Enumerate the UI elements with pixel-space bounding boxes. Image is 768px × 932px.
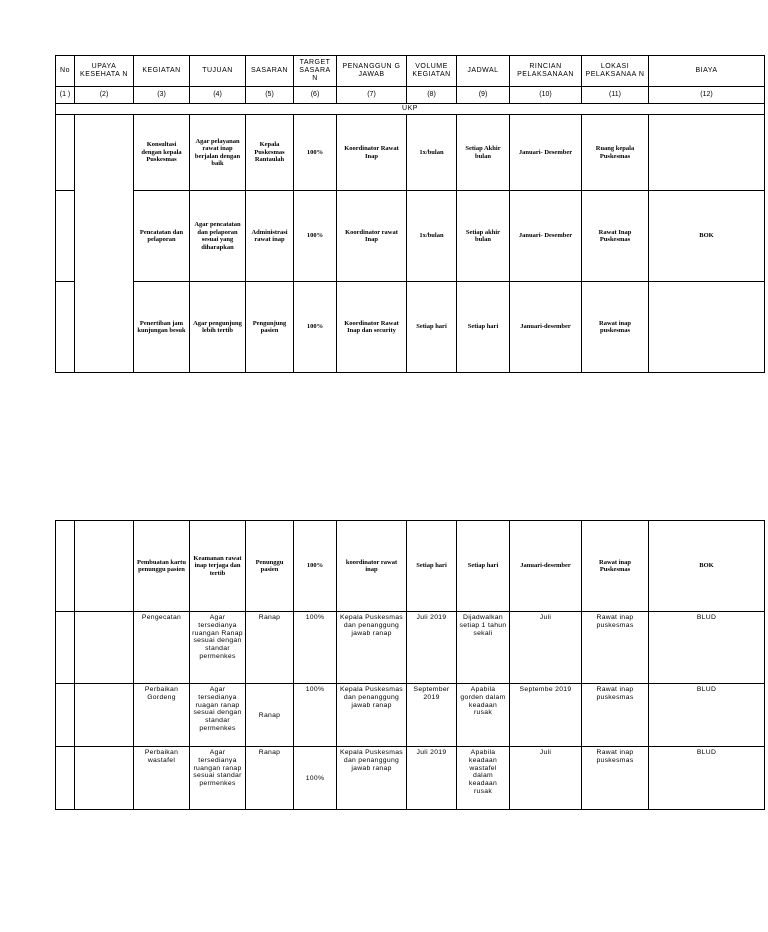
cell-volume: 1x/bulan <box>407 115 457 191</box>
cell-sasaran: Ranap <box>246 612 294 684</box>
cell-target: 100% <box>294 282 337 373</box>
header-volume: VOLUME KEGIATAN <box>407 56 457 87</box>
cell-no <box>56 282 75 373</box>
colnum-6: (6) <box>294 87 337 104</box>
cell-upaya <box>75 521 134 612</box>
cell-target: 100% <box>294 115 337 191</box>
cell-tujuan: Agar pencatatan dan pelaporan sesuai yang diharapkan <box>190 191 246 282</box>
cell-lokasi: Ruang kepala Puskesmas <box>582 115 649 191</box>
cell-sasaran: Penunggu pasien <box>246 521 294 612</box>
cell-jadwal: Apabila keadaan wastafel dalam keadaan rusak <box>457 747 510 810</box>
cell-pj: Koordinator Rawat Inap dan security <box>337 282 407 373</box>
colnum-8: (8) <box>407 87 457 104</box>
cell-kegiatan: Perbaikan wastafel <box>134 747 190 810</box>
cell-volume: Setiap hari <box>407 521 457 612</box>
cell-upaya <box>75 115 134 373</box>
cell-sasaran: Administrasi rawat inap <box>246 191 294 282</box>
cell-no <box>56 747 75 810</box>
table-row <box>56 282 765 373</box>
cell-sasaran: Ranap <box>246 747 294 810</box>
cell-rincian: Septembe 2019 <box>510 684 582 747</box>
cell-lokasi: Rawat inap puskesmas <box>582 747 649 810</box>
cell-kegiatan: Pengecatan <box>134 612 190 684</box>
colnum-7: (7) <box>337 87 407 104</box>
cell-biaya: BLUD <box>649 612 765 684</box>
cell-rincian: Januari- Desember <box>510 115 582 191</box>
cell-kegiatan: Perbaikan Gordeng <box>134 684 190 747</box>
cell-rincian: Januari-desember <box>510 282 582 373</box>
cell-sasaran: Kepala Puskesmas Rantaulah <box>246 115 294 191</box>
cell-upaya <box>75 612 134 684</box>
cell-rincian: Juli <box>510 612 582 684</box>
cell-volume: September 2019 <box>407 684 457 747</box>
cell-target: 100% <box>294 684 337 747</box>
cell-biaya <box>649 115 765 191</box>
cell-lokasi: Rawat inap puskesmas <box>582 684 649 747</box>
activity-table-bottom <box>55 520 765 810</box>
colnum-4: (4) <box>190 87 246 104</box>
cell-tujuan: Agar pengunjung lebih tertib <box>190 282 246 373</box>
column-number-row <box>56 87 765 104</box>
cell-biaya: BOK <box>649 191 765 282</box>
colnum-12: (12) <box>649 87 765 104</box>
cell-volume: Setiap hari <box>407 282 457 373</box>
header-sasaran: SASARAN <box>246 56 294 87</box>
cell-no <box>56 612 75 684</box>
cell-tujuan: Agar tersedianya ruangan ranap sesuai standar permenkes <box>190 747 246 810</box>
header-biaya: BIAYA <box>649 56 765 87</box>
colnum-9: (9) <box>457 87 510 104</box>
cell-no <box>56 191 75 282</box>
table-row <box>56 747 765 810</box>
cell-kegiatan: Pencatatan dan pelaporan <box>134 191 190 282</box>
cell-jadwal: Setiap hari <box>457 282 510 373</box>
header-rincian: RINCIAN PELAKSANAAN <box>510 56 582 87</box>
cell-volume: 1x/bulan <box>407 191 457 282</box>
cell-jadwal: Setiap Akhir bulan <box>457 115 510 191</box>
cell-no <box>56 115 75 191</box>
cell-target: 100% <box>294 612 337 684</box>
cell-sasaran: Ranap <box>246 684 294 747</box>
cell-jadwal: Setiap akhir bulan <box>457 191 510 282</box>
cell-lokasi: Rawat inap puskesmas <box>582 282 649 373</box>
colnum-3: (3) <box>134 87 190 104</box>
cell-tujuan: Agar tersedianya ruangan Ranap sesuai dengan standar permenkes <box>190 612 246 684</box>
table-row <box>56 115 765 191</box>
cell-lokasi: Rawat inap puskesmas <box>582 612 649 684</box>
table-row <box>56 191 765 282</box>
cell-target: 100% <box>294 747 337 810</box>
header-penanggung-jawab: PENANGGUN G JAWAB <box>337 56 407 87</box>
cell-tujuan: Keamanan rawat inap terjaga dan tertib <box>190 521 246 612</box>
header-jadwal: JADWAL <box>457 56 510 87</box>
cell-lokasi: Rawat inap Puskesmas <box>582 521 649 612</box>
cell-rincian: Juli <box>510 747 582 810</box>
cell-pj: koordinator rawat inap <box>337 521 407 612</box>
header-target: TARGET SASARA N <box>294 56 337 87</box>
cell-upaya <box>75 747 134 810</box>
cell-tujuan: Agar tersedianya ruagan ranap sesuai dengan standar permenkes <box>190 684 246 747</box>
cell-kegiatan: Pembuatan kartu penunggu pasien <box>134 521 190 612</box>
cell-lokasi: Rawat Inap Puskesmas <box>582 191 649 282</box>
cell-tujuan: Agar pelayanan rawat inap berjalan dengan baik <box>190 115 246 191</box>
cell-target: 100% <box>294 521 337 612</box>
cell-target: 100% <box>294 191 337 282</box>
header-kegiatan: KEGIATAN <box>134 56 190 87</box>
cell-volume: Juli 2019 <box>407 612 457 684</box>
header-tujuan: TUJUAN <box>190 56 246 87</box>
table-row <box>56 684 765 747</box>
cell-no <box>56 521 75 612</box>
cell-rincian: Januari-desember <box>510 521 582 612</box>
activity-table-top <box>55 55 765 373</box>
header-no: No <box>56 56 75 87</box>
colnum-10: (10) <box>510 87 582 104</box>
cell-pj: Kepala Puskesmas dan penanggung jawab ranap <box>337 684 407 747</box>
colnum-2: (2) <box>75 87 134 104</box>
cell-pj: Koordinator rawat Inap <box>337 191 407 282</box>
cell-jadwal: Setiap hari <box>457 521 510 612</box>
cell-biaya: BLUD <box>649 684 765 747</box>
table-row <box>56 521 765 612</box>
header-upaya: UPAYA KESEHATA N <box>75 56 134 87</box>
cell-rincian: Januari- Desember <box>510 191 582 282</box>
colnum-11: (11) <box>582 87 649 104</box>
cell-pj: Kepala Puskesmas dan penanggung jawab ranap <box>337 747 407 810</box>
header-row <box>56 56 765 87</box>
colnum-1: (1 ) <box>56 87 75 104</box>
cell-jadwal: Apabila gorden dalam keadaan rusak <box>457 684 510 747</box>
cell-jadwal: Dijadwalkan setiap 1 tahun sekali <box>457 612 510 684</box>
section-row <box>56 104 765 115</box>
cell-sasaran: Pengunjung pasien <box>246 282 294 373</box>
cell-kegiatan: Konsultasi dengan kepala Puskesmas <box>134 115 190 191</box>
cell-biaya <box>649 282 765 373</box>
cell-pj: Koordinator Rawat Inap <box>337 115 407 191</box>
cell-no <box>56 684 75 747</box>
cell-upaya <box>75 684 134 747</box>
colnum-5: (5) <box>246 87 294 104</box>
section-label: UKP <box>56 104 765 115</box>
cell-volume: Juli 2019 <box>407 747 457 810</box>
table-row <box>56 612 765 684</box>
header-lokasi: LOKASI PELAKSANAA N <box>582 56 649 87</box>
cell-kegiatan: Penertiban jam kunjungan besuk <box>134 282 190 373</box>
cell-biaya: BOK <box>649 521 765 612</box>
cell-pj: Kepala Puskesmas dan penanggung jawab ranap <box>337 612 407 684</box>
cell-biaya: BLUD <box>649 747 765 810</box>
